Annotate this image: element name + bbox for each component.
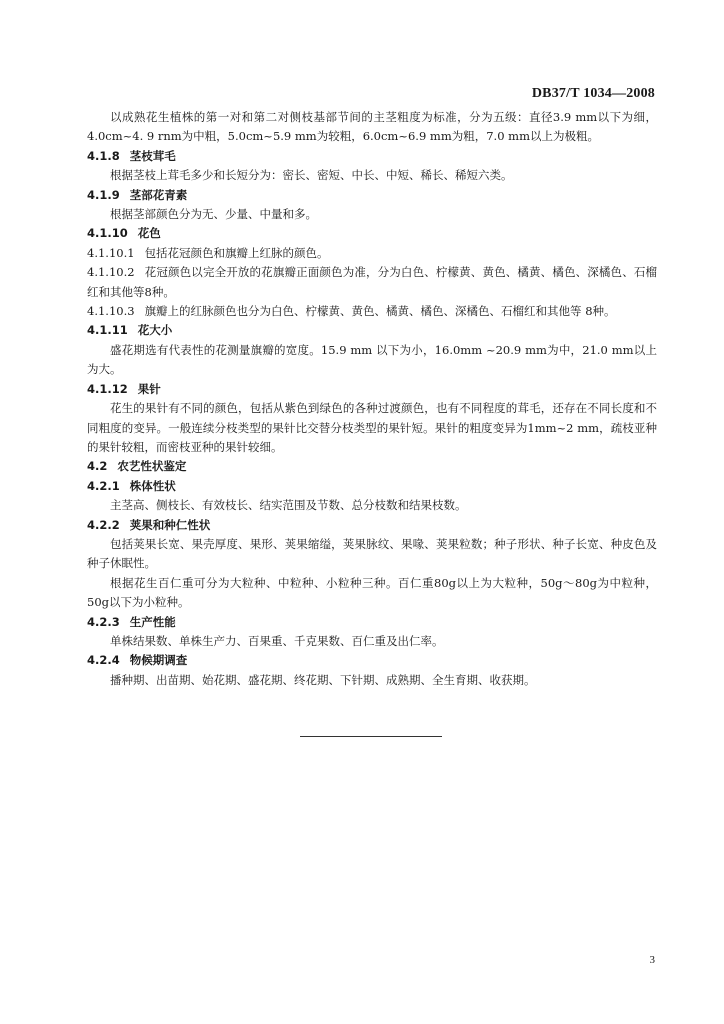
section-number: 4.2 [87, 459, 108, 474]
paragraph-4-1-12: 花生的果针有不同的颜色，包括从紫色到绿色的各种过渡颜色，也有不同程度的茸毛，还存在不同长度和不同粗度的变异。一般连续分枝类型的果针比交替分枝类型的果针短。果针的粗度变异为1mm~2 mm，疏枝亚种的果针较粗，而密枝亚种的果针较细。 [87, 401, 657, 454]
subsection-number: 4.1.10.1 [87, 245, 135, 260]
section-number: 4.1.10 [87, 226, 128, 241]
section-heading-4-1-10 [87, 224, 657, 243]
subsection-4-1-10-1 [87, 244, 657, 263]
section-heading-4-2-3 [87, 613, 657, 632]
subsection-4-1-10-3 [87, 302, 657, 321]
paragraph-4-2-3: 单株结果数、单株生产力、百果重、千克果数、百仁重及出仁率。 [110, 633, 444, 648]
end-divider-line [300, 736, 442, 737]
section-title: 花色 [137, 226, 161, 241]
section-heading-4-2-4 [87, 651, 657, 670]
paragraph-4-1-11: 盛花期选有代表性的花测量旗瓣的宽度。15.9 mm 以下为小，16.0mm ~20.9 mm为中，21.0 mm以上为大。 [87, 342, 657, 377]
section-number: 4.2.2 [87, 517, 120, 532]
section-number: 4.1.12 [87, 381, 128, 396]
paragraph-4-2-4: 播种期、出苗期、始花期、盛花期、终花期、下针期、成熟期、全生育期、收获期。 [110, 672, 536, 687]
section-title: 茎枝茸毛 [129, 148, 176, 163]
page-number: 3 [649, 954, 655, 966]
section-number: 4.2.4 [87, 653, 120, 668]
section-title: 花大小 [137, 323, 173, 338]
section-title: 物候期调查 [129, 653, 188, 668]
section-heading-4-2-2 [87, 516, 657, 535]
subsection-4-1-10-2 [87, 263, 657, 302]
section-title: 株体性状 [129, 478, 176, 493]
document-body [87, 108, 657, 690]
subsection-number: 4.1.10.3 [87, 304, 135, 319]
paragraph-4-2-2-b: 根据花生百仁重可分为大粒种、中粒种、小粒种三种。百仁重80g以上为大粒种，50g～80g为中粒种，50g以下为小粒种。 [87, 575, 657, 610]
subsection-number: 4.1.10.2 [87, 265, 135, 280]
section-number: 4.1.11 [87, 323, 128, 338]
section-title: 茎部花青素 [129, 187, 188, 202]
paragraph-4-1-9: 根据茎部颜色分为无、少量、中量和多。 [110, 207, 317, 222]
paragraph-4-1-8: 根据茎枝上茸毛多少和长短分为：密长、密短、中长、中短、稀长、稀短六类。 [110, 168, 513, 183]
paragraph-stem-thickness: 以成熟花生植株的第一对和第二对侧枝基部节间的主茎粗度为标准，分为五级：直径3.9 mm以下为细，4.0cm~4. 9 rnm为中粗，5.0cm~5.9 mm为较粗，6.0cm~6.9 mm为粗，7.0 mm以上为极粗。 [87, 110, 657, 144]
section-title: 农艺性状鉴定 [117, 459, 187, 474]
section-heading-4-1-9 [87, 186, 657, 205]
subsection-text: 花冠颜色以完全开放的花旗瓣正面颜色为准，分为白色、柠檬黄、黄色、橘黄、橘色、深橘色、石榴红和其他等8种。 [87, 265, 657, 299]
section-title: 荚果和种仁性状 [129, 517, 211, 532]
section-number: 4.2.1 [87, 478, 120, 493]
section-number: 4.2.3 [87, 614, 120, 629]
paragraph-4-2-1: 主茎高、侧枝长、有效枝长、结实范围及节数、总分枝数和结果枝数。 [110, 498, 467, 513]
section-heading-4-2 [87, 457, 657, 476]
section-heading-4-1-12 [87, 380, 657, 399]
section-number: 4.1.9 [87, 187, 120, 202]
section-number: 4.1.8 [87, 148, 120, 163]
section-heading-4-2-1 [87, 477, 657, 496]
section-title: 果针 [137, 381, 161, 396]
paragraph-4-2-2-a: 包括荚果长宽、果壳厚度、果形、荚果缩缢，荚果脉纹、果喙、荚果粒数；种子形状、种子长宽、种皮色及种子休眠性。 [87, 536, 657, 571]
section-heading-4-1-11 [87, 321, 657, 340]
subsection-text: 包括花冠颜色和旗瓣上红脉的颜色。 [144, 245, 329, 260]
section-title: 生产性能 [129, 614, 176, 629]
document-header-code: DB37/T 1034—2008 [531, 86, 655, 101]
section-heading-4-1-8 [87, 147, 657, 166]
subsection-text: 旗瓣上的红脉颜色也分为白色、柠檬黄、黄色、橘黄、橘色、深橘色、石榴红和其他等 8种。 [144, 304, 616, 319]
